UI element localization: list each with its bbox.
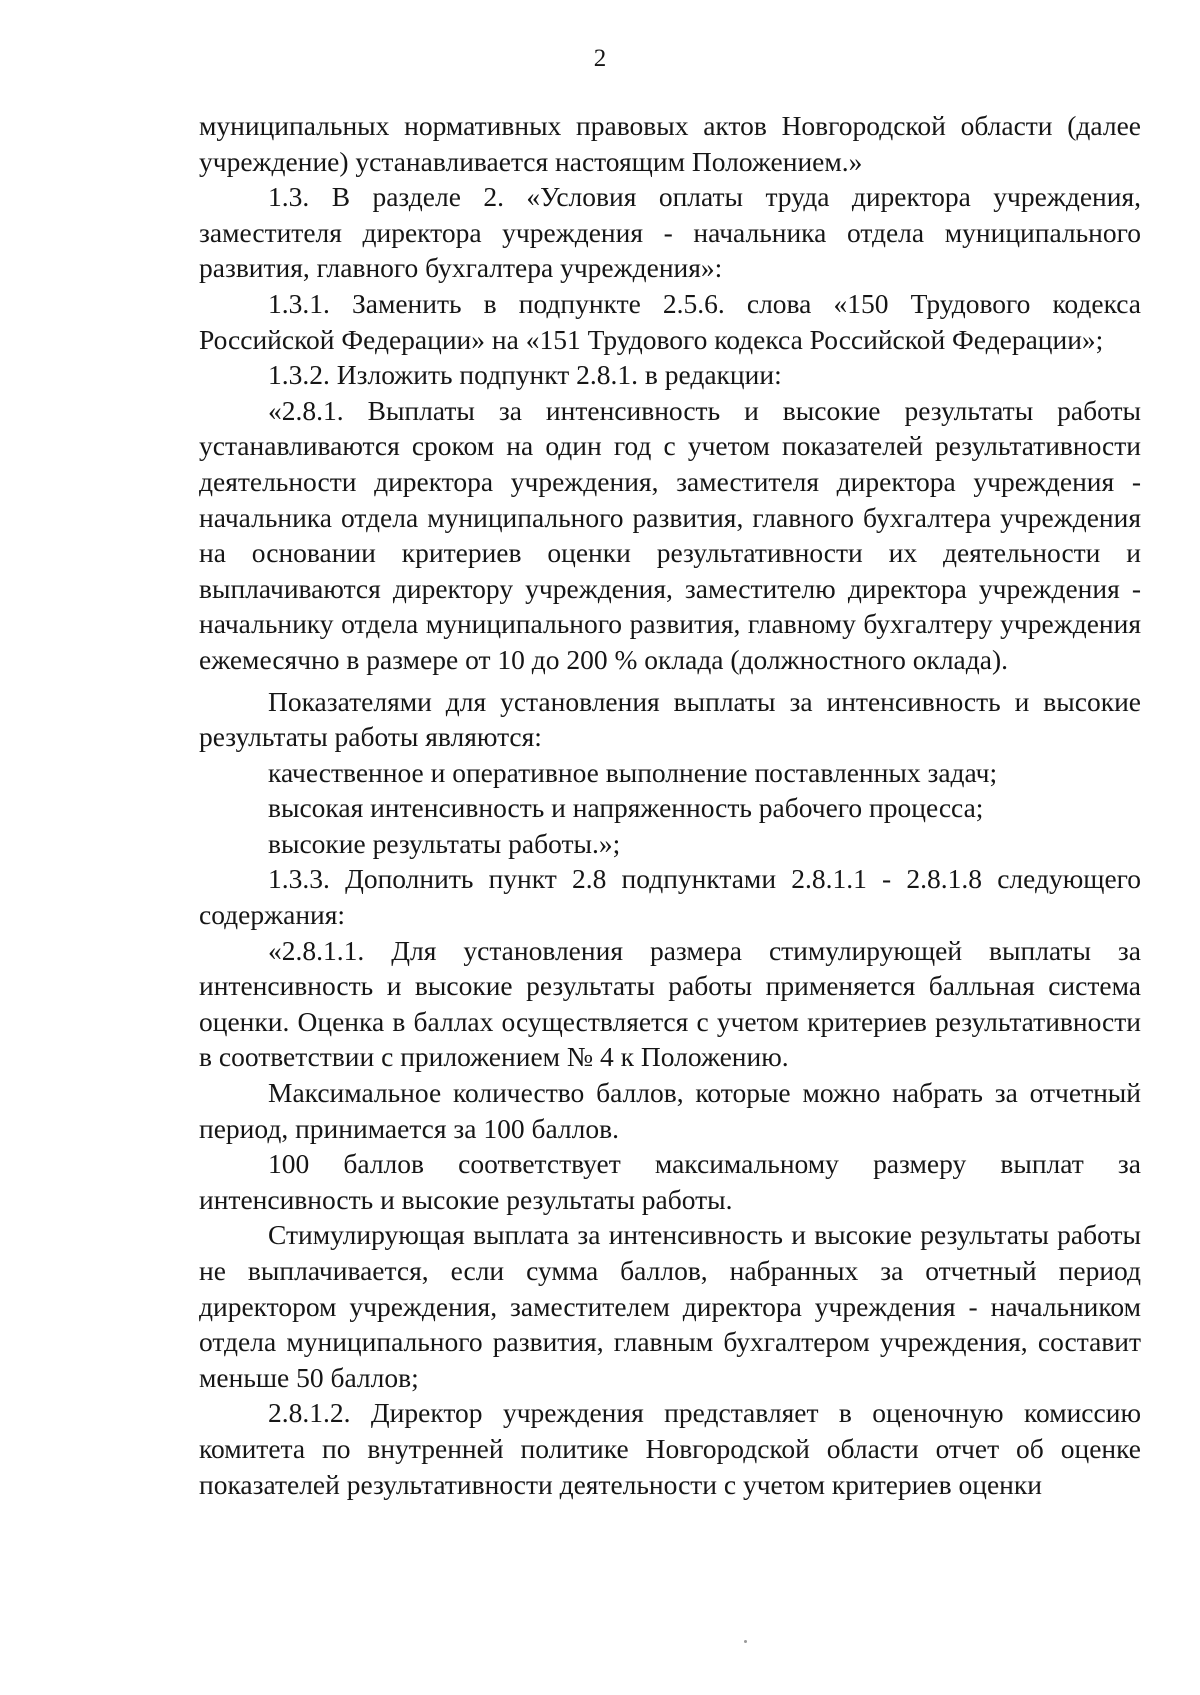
paragraph-section-1-3-3: 1.3.3. Дополнить пункт 2.8 подпунктами 2.8.1.1 - 2.8.1.8 следующего содержания: <box>199 863 1141 931</box>
paragraph-100-points: 100 баллов соответствует максимальному размеру выплат за интенсивность и высокие результаты работы. <box>199 1148 1141 1215</box>
scan-artifact-dot <box>744 1640 747 1643</box>
paragraph-indicators: Показателями для установления выплаты за интенсивность и высокие результаты работы являются: <box>199 685 1141 753</box>
paragraph-continuation: муниципальных нормативных правовых актов Новгородской области (далее учреждение) устанавливается настоящим Положением.» <box>199 110 1141 177</box>
list-item: высокие результаты работы.»; <box>268 827 621 859</box>
paragraph-not-paid: Стимулирующая выплата за интенсивность и высокие результаты работы не выплачивается, если сумма баллов, набранных за отчетный период директором учреждения, заместителем директора учреждения - начальником отдела муниципального развития, главным бухгалтером учреждения, составит меньше 50 баллов; <box>199 1219 1141 1393</box>
paragraph-section-1-3-1: 1.3.1. Заменить в подпункте 2.5.6. слова «150 Трудового кодекса Российской Федерации» на «151 Трудового кодекса Российской Федерации»; <box>199 287 1141 355</box>
list-item: высокая интенсивность и напряженность рабочего процесса; <box>268 792 984 824</box>
paragraph-max-points: Максимальное количество баллов, которые можно набрать за отчетный период, принимается за 100 баллов. <box>199 1077 1141 1144</box>
page-number: 2 <box>593 45 607 72</box>
paragraph-section-2-8-1-2: 2.8.1.2. Директор учреждения представляет в оценочную комиссию комитета по внутренней политике Новгородской области отчет об оценке показателей результативности деятельности с учетом критериев оценки <box>199 1397 1141 1500</box>
paragraph-section-1-3-2: 1.3.2. Изложить подпункт 2.8.1. в редакции: <box>268 359 782 391</box>
paragraph-section-2-8-1: «2.8.1. Выплаты за интенсивность и высокие результаты работы устанавливаются сроком на один год с учетом показателей результативности деятельности директора учреждения, заместителя директора учреждения - начальника отдела муниципального развития, главного бухгалтера учреждения на основании критериев оценки результативности их деятельности и выплачиваются директору учреждения, заместителю директора учреждения - начальнику отдела муниципального развития, главному бухгалтеру учреждения ежемесячно в размере от 10 до 200 % оклада (должностного оклада). <box>199 394 1141 675</box>
document-body <box>199 108 1141 1502</box>
paragraph-section-1-3: 1.3. В разделе 2. «Условия оплаты труда директора учреждения, заместителя директора учреждения - начальника отдела муниципального развития, главного бухгалтера учреждения»: <box>199 181 1141 284</box>
paragraph-section-2-8-1-1: «2.8.1.1. Для установления размера стимулирующей выплаты за интенсивность и высокие результаты работы применяется балльная система оценки. Оценка в баллах осуществляется с учетом критериев результативности в соответствии с приложением № 4 к Положению. <box>199 934 1141 1073</box>
list-item: качественное и оперативное выполнение поставленных задач; <box>268 756 998 788</box>
